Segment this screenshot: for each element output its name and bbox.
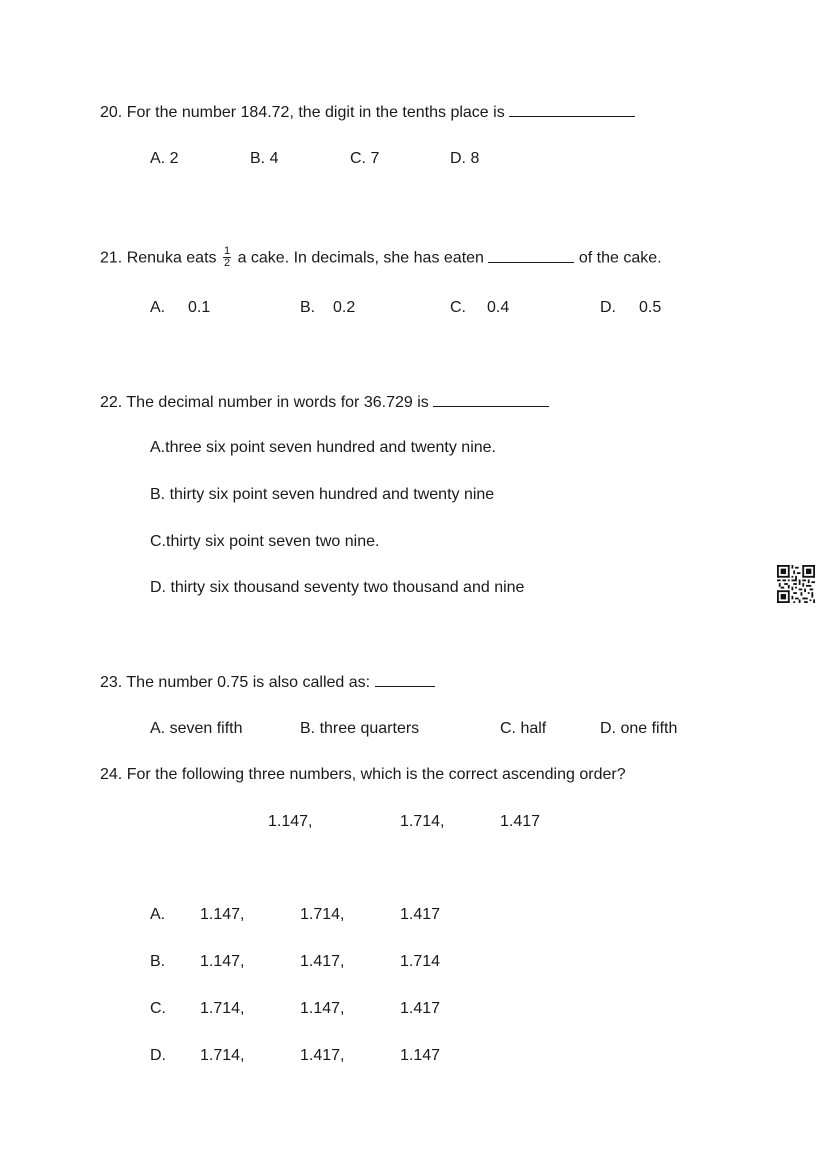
option-24-c-value-1: 1.714,	[200, 1000, 245, 1017]
option-24-d-letter: D.	[150, 1047, 166, 1064]
option-24-b-value-2: 1.417,	[300, 953, 345, 970]
option-24-a-letter: A.	[150, 906, 166, 923]
option-24-c-value-3: 1.417	[400, 1000, 441, 1017]
option-21-d-letter: D.	[600, 299, 616, 316]
option-21-b-value: 0.2	[333, 299, 356, 316]
answer-blank-20	[509, 102, 635, 117]
option-24-b-letter: B.	[150, 953, 166, 970]
option-21-c-letter: C.	[450, 299, 466, 316]
given-number-1: 1.147,	[268, 813, 313, 830]
fraction-numerator: 1	[223, 245, 231, 257]
question-23-text: 23. The number 0.75 is also called as:	[100, 674, 371, 691]
option-24-d-value-1: 1.714,	[200, 1047, 245, 1064]
option-23-b: B. three quarters	[300, 720, 420, 737]
question-20-text: 20. For the number 184.72, the digit in the tenths place is	[100, 104, 505, 121]
option-21-c-value: 0.4	[487, 299, 510, 316]
option-21-d-value: 0.5	[639, 299, 662, 316]
answer-blank-23	[375, 672, 435, 687]
option-20-d: D. 8	[450, 150, 480, 167]
option-21-a-letter: A.	[150, 299, 166, 316]
option-24-d-value-2: 1.417,	[300, 1047, 345, 1064]
option-23-d: D. one fifth	[600, 720, 678, 737]
given-number-2: 1.714,	[400, 813, 445, 830]
option-21-a-value: 0.1	[188, 299, 211, 316]
option-20-a: A. 2	[150, 150, 179, 167]
option-24-b-value-3: 1.714	[400, 953, 441, 970]
option-22-c: C.thirty six point seven two nine.	[150, 533, 380, 550]
question-20	[100, 102, 635, 123]
option-23-c: C. half	[500, 720, 547, 737]
qr-code-icon	[777, 565, 815, 603]
option-22-b: B. thirty six point seven hundred and twenty nine	[150, 486, 495, 503]
option-21-b-letter: B.	[300, 299, 316, 316]
option-22-d: D. thirty six thousand seventy two thousand and nine	[150, 579, 525, 596]
option-24-a-value-1: 1.147,	[200, 906, 245, 923]
option-24-c-value-2: 1.147,	[300, 1000, 345, 1017]
question-24-text: 24. For the following three numbers, which is the correct ascending order?	[100, 766, 626, 783]
fraction-denominator: 2	[223, 257, 231, 269]
option-23-a: A. seven fifth	[150, 720, 243, 737]
fraction-one-half	[223, 246, 231, 269]
answer-blank-21	[488, 248, 574, 263]
given-number-3: 1.417	[500, 813, 541, 830]
answer-blank-22	[433, 392, 549, 407]
option-24-b-value-1: 1.147,	[200, 953, 245, 970]
question-21	[100, 247, 662, 270]
question-22-text: 22. The decimal number in words for 36.729 is	[100, 394, 429, 411]
question-21-text-middle: a cake. In decimals, she has eaten	[237, 249, 484, 267]
option-20-c: C. 7	[350, 150, 380, 167]
question-21-text-after: of the cake.	[578, 249, 662, 267]
option-24-c-letter: C.	[150, 1000, 166, 1017]
question-22	[100, 392, 549, 413]
question-21-text-before: 21. Renuka eats	[100, 249, 217, 267]
option-24-a-value-2: 1.714,	[300, 906, 345, 923]
option-22-a: A.three six point seven hundred and twenty nine.	[150, 439, 496, 456]
option-24-d-value-3: 1.147	[400, 1047, 441, 1064]
option-20-b: B. 4	[250, 150, 279, 167]
option-24-a-value-3: 1.417	[400, 906, 441, 923]
question-23	[100, 672, 435, 693]
